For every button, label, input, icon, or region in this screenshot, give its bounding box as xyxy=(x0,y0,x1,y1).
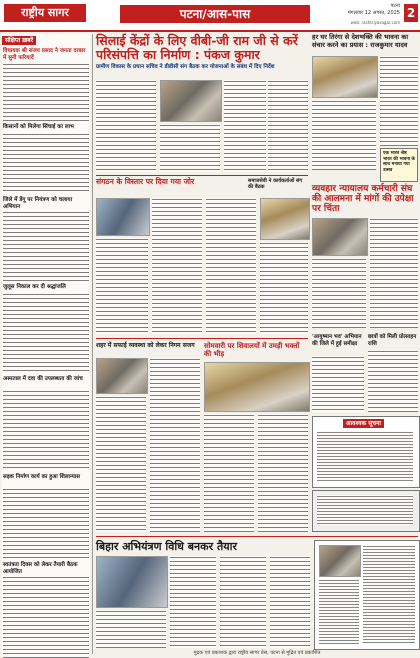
middle-story-photo xyxy=(96,198,150,236)
middle-story-text-d xyxy=(260,242,308,334)
brief-text-7 xyxy=(3,576,89,658)
bottom-banner-text-a xyxy=(170,556,216,648)
brief-headline-2: किसानों को मिलेगा सिंचाई का लाभ xyxy=(3,124,74,130)
bottom-mid-headline: सोमवारी पर शिवालयों में उमड़ी भक्तों की भीड़ xyxy=(204,342,300,358)
notice-box-2 xyxy=(312,490,420,532)
middle-story-photo-2 xyxy=(260,198,310,240)
side-quote-box xyxy=(380,148,418,182)
ad-text xyxy=(363,545,415,645)
brief-text-2 xyxy=(3,133,89,193)
top-story-text-b xyxy=(160,124,220,172)
bottom-mid-text-a xyxy=(204,414,254,532)
top-story-text-c xyxy=(224,80,266,172)
brief-text-5 xyxy=(3,390,89,470)
bottom-banner-headline: बिहार अभियंत्रण विधि बनकर तैयार xyxy=(96,540,237,553)
top-story-text-d xyxy=(268,80,308,172)
bottom-mid-photo xyxy=(204,362,310,412)
brief-headline-1: विधायक श्री संजय प्रसाद ने जनता दरबार में सुनी फरियादें xyxy=(3,48,86,61)
middle-story-text-c xyxy=(206,198,256,334)
edition-date: मंगलवार 12 अगस्त, 2025 xyxy=(347,10,400,16)
left-brief-column xyxy=(2,34,90,654)
middle-story-headline: संगठन के विस्तार पर दिया गया जोर xyxy=(96,177,195,186)
masthead xyxy=(0,0,420,32)
right-lower-headline-1: 'आयुष्मान भव' अभियान की जिले में हुई समीक्षा xyxy=(312,334,362,347)
top-right-headline: हर घर तिरंगा से देशभक्ति की भावना का संचार करने का प्रयास : राजकुमार यादव xyxy=(312,33,409,49)
edition-info xyxy=(340,3,400,17)
briefs-tag: संक्षिप्त ख़बरें xyxy=(2,36,36,45)
brief-text-3 xyxy=(3,211,89,281)
bottom-banner-text-d xyxy=(96,610,166,648)
bottom-left-headline: शहर में सफाई व्यवस्था को लेकर निगम सजग xyxy=(96,342,195,349)
side-quote-headline: एक भारत श्रेष्ठ भारत की भावना के साथ मनाया गया उत्सव xyxy=(383,151,416,173)
top-right-text-a xyxy=(380,56,418,146)
brief-headline-6: सड़क निर्माण कार्य का हुआ शिलान्यास xyxy=(3,474,80,480)
notice-text-2 xyxy=(317,495,413,525)
footer-imprint: मुद्रक एवं प्रकाशक द्वारा राष्ट्रीय सागर प्रेस, पटना से मुद्रित एवं प्रकाशित xyxy=(193,650,321,656)
brief-text-4 xyxy=(3,293,89,373)
bottom-left-photo xyxy=(96,358,148,394)
top-story-photo xyxy=(160,80,222,122)
bottom-banner-text-b xyxy=(220,556,266,648)
website-link[interactable]: web: rashtriyasagar.com xyxy=(350,20,400,25)
ad-text-2 xyxy=(319,579,359,645)
court-story-headline: व्यवहार न्यायालय कर्मचारी संघ की आलमना में मांगों की उपेक्षा पर चिंता xyxy=(312,184,414,214)
right-lower-text-1 xyxy=(312,356,364,412)
court-story-text-a xyxy=(370,218,418,328)
brief-headline-5: अस्पताल में दवा की उपलब्धता की जांच xyxy=(3,376,83,382)
top-right-photo xyxy=(312,56,378,98)
notice-title: आवश्यक सूचना xyxy=(343,419,384,428)
section-rule-2 xyxy=(96,338,308,339)
edition-city: पटना xyxy=(390,3,400,9)
middle-story-text-a xyxy=(96,238,148,334)
notice-text xyxy=(317,431,413,481)
middle-story-text-b xyxy=(152,198,202,334)
brief-headline-3: जिले में डेंगू पर नियंत्रण को चलाया अभियान xyxy=(3,197,73,210)
bottom-banner-photo xyxy=(96,556,168,608)
brief-headline-4: जुलूस निकाल कर दी श्रद्धांजलि xyxy=(3,284,66,290)
bottom-banner-text-c xyxy=(270,556,310,648)
brief-text-1 xyxy=(3,63,89,121)
top-story-text-a xyxy=(96,80,156,172)
column-divider xyxy=(92,34,93,654)
brief-text-6 xyxy=(3,488,89,558)
section-banner: पटना/आस-पास xyxy=(120,5,310,23)
top-story-subhead: ग्रामीण विकास के प्रधान सचिव ने डीडीसी संग बैठक कर योजनाओं के संबंध में दिए निर्देश xyxy=(96,64,275,70)
section-rule-3 xyxy=(96,536,418,537)
middle-story-subhead: समाजसेवी ने कार्यकर्ताओं संग की बैठक xyxy=(248,178,303,190)
bottom-left-text-a xyxy=(96,396,146,532)
top-right-text-b xyxy=(312,100,376,170)
section-rule xyxy=(96,175,308,176)
bottom-mid-text-b xyxy=(258,414,308,532)
page-number: 2 xyxy=(404,4,418,22)
bottom-right-ad xyxy=(314,540,420,650)
notice-box xyxy=(312,416,420,488)
brief-headline-7: स्वतंत्रता दिवस को लेकर तैयारी बैठक आयोजित xyxy=(3,562,78,575)
court-story-text-b xyxy=(312,258,366,328)
paper-logo: राष्ट्रीय सागर xyxy=(4,4,86,22)
top-story-headline: सिलाई केंद्रों के लिए वीबी-जी राम जी से करें परिसंपत्ति का निर्माण : पंकज कुमार xyxy=(96,33,298,62)
court-story-photo xyxy=(312,218,368,256)
ad-photo xyxy=(319,545,361,577)
bottom-left-text-b xyxy=(150,358,200,532)
right-lower-headline-2: छात्रों को मिली प्रोत्साहन राशि xyxy=(368,334,417,347)
right-lower-text-2 xyxy=(368,350,418,412)
